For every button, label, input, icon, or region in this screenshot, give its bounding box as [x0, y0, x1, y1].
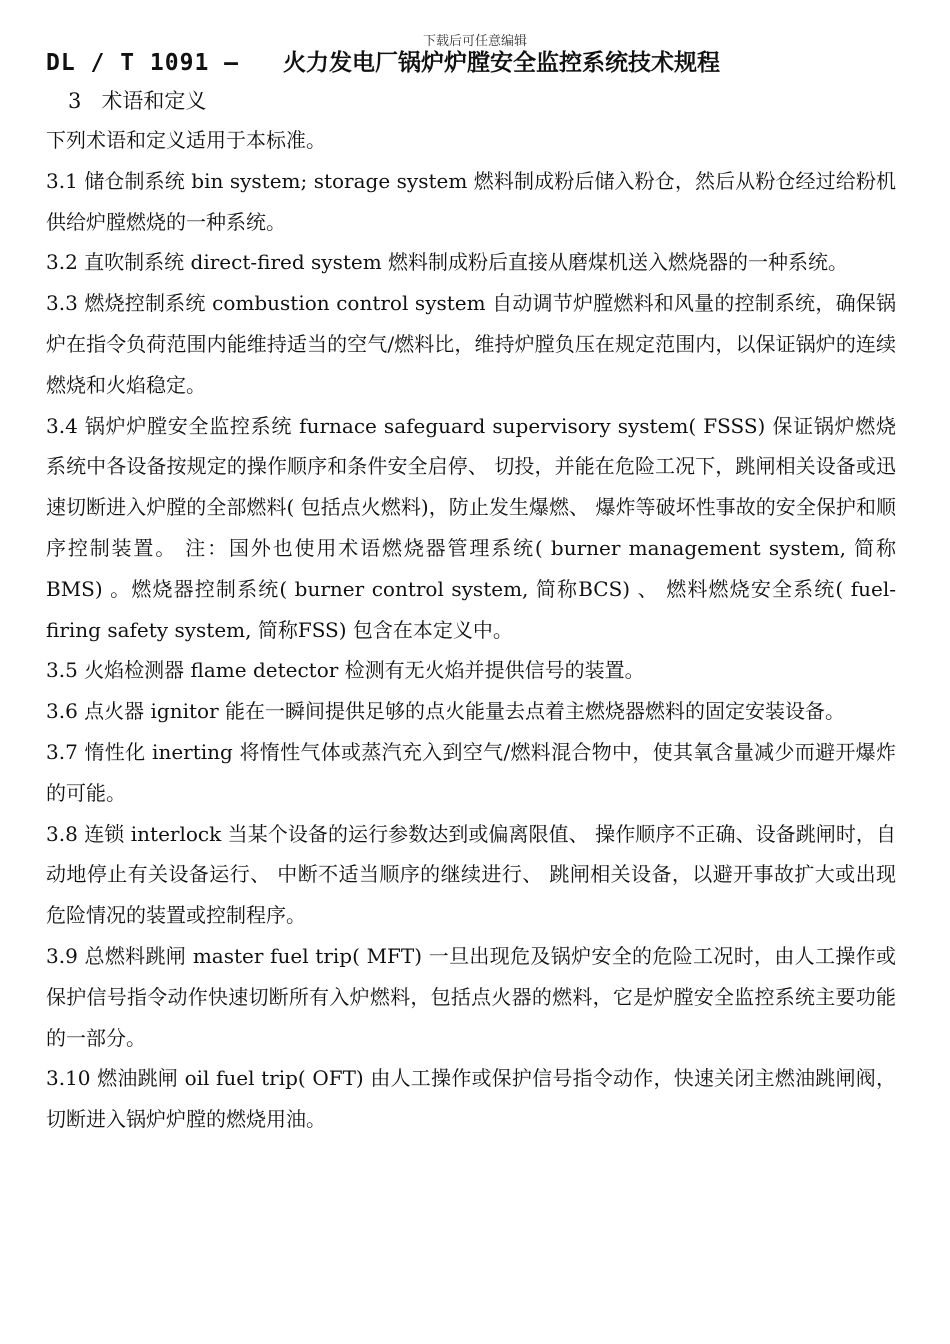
paragraph-3-1: 3.1 储仓制系统 bin system; storage system 燃料制成粉后储入粉仓，然后从粉仓经过给粉机供给炉膛燃烧的一种系统。 [46, 168, 896, 234]
paragraph-3-9: 3.9 总燃料跳闸 master fuel trip( MFT) 一旦出现危及锅炉安全的危险工况时，由人工操作或保护信号指令动作快速切断所有入炉燃料，包括点火器的燃料，它是炉膛安全监控系统主要功能的一部分。 [46, 943, 896, 1050]
standard-code: DL / T 1091 — [46, 50, 240, 76]
document-body [46, 46, 896, 1140]
section-heading [46, 82, 896, 120]
section-title: 术语和定义 [101, 89, 207, 113]
paragraph-3-8: 3.8 连锁 interlock 当某个设备的运行参数达到或偏离限值、 操作顺序不正确、设备跳闸时，自动地停止有关设备运行、 中断不适当顺序的继续进行、 跳闸相关设备，以避开事故扩大或出现危险情况的装置或控制程序。 [46, 821, 896, 928]
section-number: 3 [68, 89, 82, 113]
paragraph-3-2: 3.2 直吹制系统 direct-fired system 燃料制成粉后直接从磨煤机送入燃烧器的一种系统。 [46, 250, 849, 275]
standard-name: 火力发电厂锅炉炉膛安全监控系统技术规程 [283, 49, 721, 76]
paragraph-intro: 下列术语和定义适用于本标准。 [46, 128, 326, 152]
header-note: 下载后可任意编辑 [422, 34, 527, 49]
paragraph-3-5: 3.5 火焰检测器 flame detector 检测有无火焰并提供信号的装置。 [46, 658, 645, 683]
paragraph-3-4: 3.4 锅炉炉膛安全监控系统 furnace safeguard supervisory system( FSSS) 保证锅炉燃烧系统中各设备按规定的操作顺序和条件安全启停、 切投，并能在危险工况下，跳闸相关设备或迅速切断进入炉膛的全部燃料( 包括点火燃料)，防止发生爆燃、 爆炸等破坏性事故的安全保护和顺序控制装置。 注：国外也使用术语燃烧器管理系统( burner management system, 简称BMS) 。燃烧器控制系统( burner control system, 简称BCS) 、 燃料燃烧安全系统( fuel-firing safety system, 简称FSS) 包含在本定义中。 [46, 413, 896, 642]
paragraph-3-10: 3.10 燃油跳闸 oil fuel trip( OFT) 由人工操作或保护信号指令动作，快速关闭主燃油跳闸阀，切断进入锅炉炉膛的燃烧用油。 [46, 1066, 896, 1132]
paragraph-3-7: 3.7 惰性化 inerting 将惰性气体或蒸汽充入到空气/燃料混合物中，使其氧含量减少而避开爆炸的可能。 [46, 739, 896, 805]
paragraph-3-3: 3.3 燃烧控制系统 combustion control system 自动调节炉膛燃料和风量的控制系统，确保锅炉在指令负荷范围内能维持适当的空气/燃料比，维持炉膛负压在规定范围内，以保证锅炉的连续燃烧和火焰稳定。 [46, 291, 896, 397]
paragraph-3-6: 3.6 点火器 ignitor 能在一瞬间提供足够的点火能量去点着主燃烧器燃料的固定安装设备。 [46, 699, 845, 724]
document-title [46, 46, 896, 80]
